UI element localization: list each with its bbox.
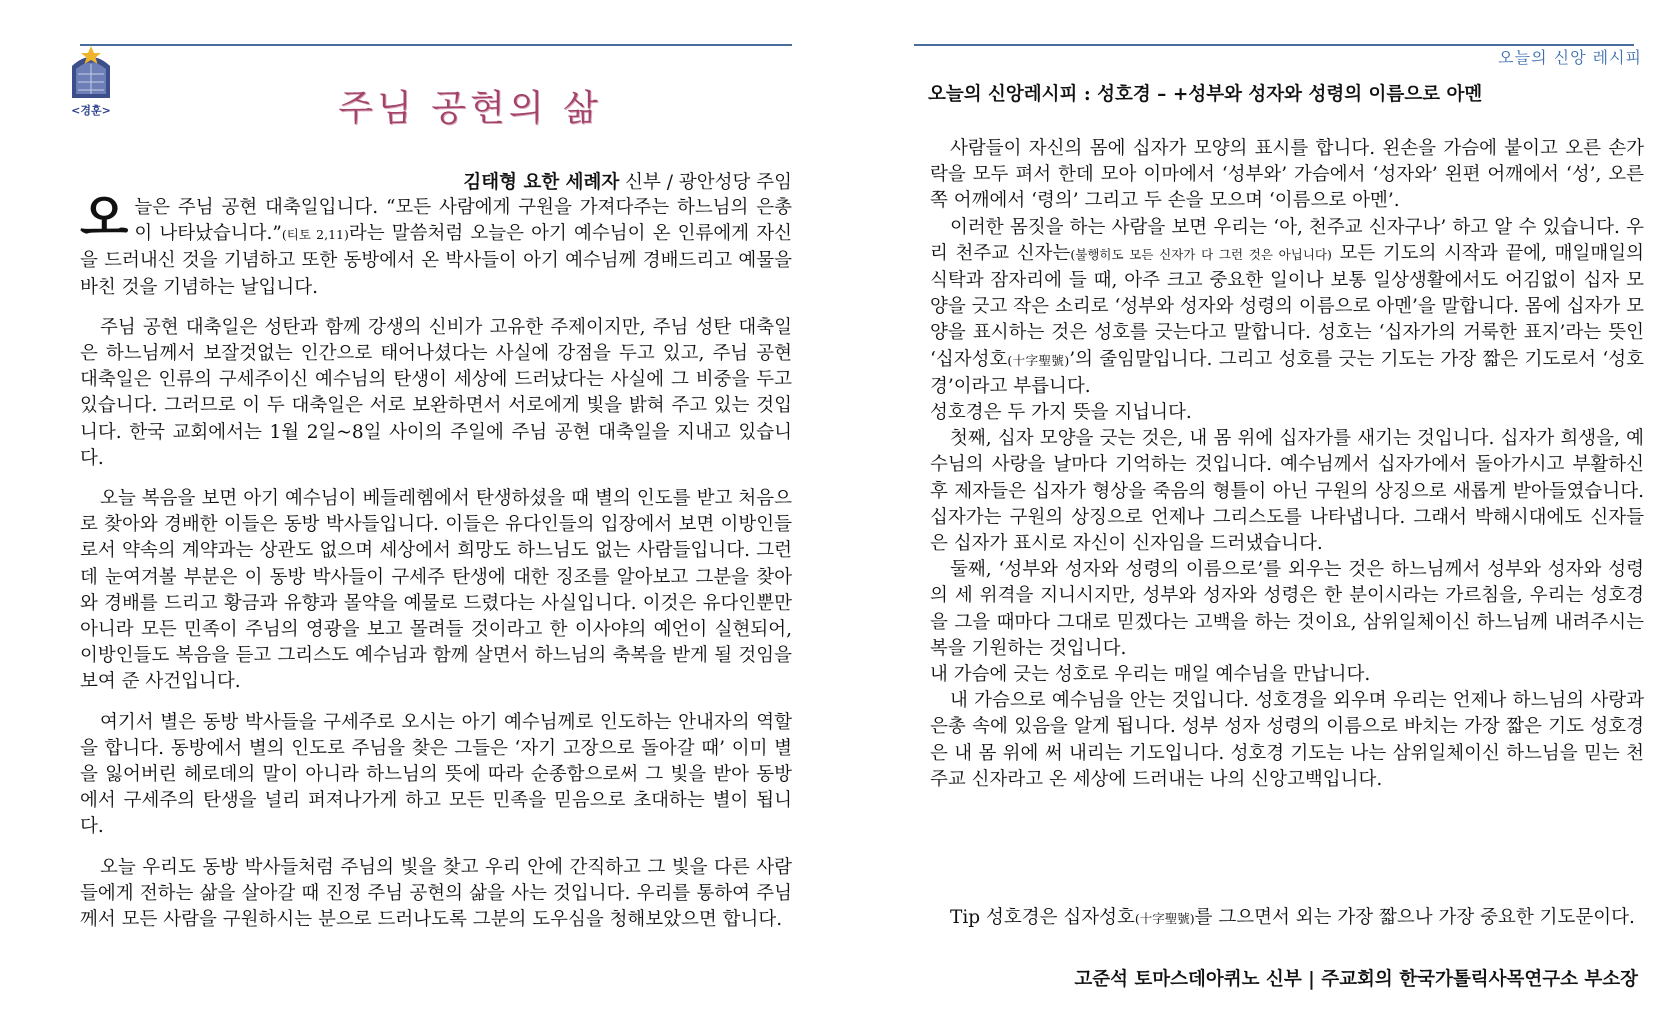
right-page <box>900 0 1680 1020</box>
bible-reference: (티토 2,11) <box>281 227 349 243</box>
page-title: 주님 공현의 삶 <box>338 88 602 129</box>
right-paragraph-3: 성호경은 두 가지 뜻을 지닙니다. <box>930 402 1192 424</box>
right-paragraph-1: 사람들이 자신의 몸에 십자가 모양의 표시를 합니다. 왼손을 가슴에 붙이고 오른 손가락을 모두 펴서 한데 모아 이마에서 ‘성부와’ 가슴에서 ‘성자와’ 왼편 어깨에서 ‘성’, 오른쪽 어깨에서 ‘령의’ 그리고 두 손을 모으며 ‘이름으로 아멘’. <box>930 138 1644 212</box>
article-subtitle: 오늘의 신앙레시피 : 성호경 – +성부와 성자와 성령의 이름으로 아멘 <box>928 84 1483 105</box>
right-paragraph-7: 내 가슴으로 예수님을 안는 것입니다. 성호경을 외우며 우리는 언제나 하느님의 사랑과 은총 속에 있음을 알게 됩니다. 성부 성자 성령의 이름으로 바치는 가장 짧은 기도 성호경은 내 몸 위에 써 내리는 기도입니다. 성호경 기도는 나는 삼위일체이신 하느님을 믿는 천주교 신자라고 온 세상에 드러내는 나의 신앙고백입니다. <box>930 690 1644 790</box>
byline <box>80 168 792 194</box>
paragraph-2: 주님 공현 대축일은 성탄과 함께 강생의 신비가 고유한 주제이지만, 주님 성탄 대축일은 하느님께서 보잘것없는 인간으로 태어나셨다는 사실에 강점을 두고 있고, 주님 공현 대축일은 인류의 구세주이신 예수님의 탄생이 세상에 드러났다는 사실에 그 비중을 두고 있습니다. 그러므로 이 두 대축일은 서로 보완하면서 서로에게 빛을 밝혀 주고 있는 것입니다. 한국 교회에서는 1월 2일~8일 사이의 주일에 주님 공현 대축일을 지내고 있습니다. <box>80 316 792 469</box>
hanja-note: (十字聖號) <box>1007 352 1070 368</box>
drop-cap: 오 <box>80 188 129 247</box>
tip-text-a: Tip 성호경은 십자성호 <box>950 907 1135 928</box>
article-body-right <box>930 136 1644 793</box>
right-paragraph-6: 내 가슴에 긋는 성호로 우리는 매일 예수님을 만납니다. <box>930 664 1371 686</box>
logo-text: <경훈> <box>71 104 111 117</box>
top-rule <box>80 44 792 46</box>
article-body <box>80 188 792 947</box>
right-paragraph-2-c: ’의 줄임말입니다. 그리고 성호를 긋는 기도는 가장 짧은 기도로서 ‘성호경’이라고 부릅니다. <box>930 348 1644 397</box>
star-globe-icon <box>66 44 116 102</box>
paragraph-4: 여기서 별은 동방 박사들을 구세주로 오시는 아기 예수님께로 인도하는 안내자의 역할을 합니다. 동방에서 별의 인도로 주님을 찾은 그들은 ‘자기 고장으로 돌아갈 때’ 이미 별을 잃어버린 헤로데의 말이 아니라 하느님의 뜻에 따라 순종함으로써 그 빛을 받아 동방에서 구세주의 탄생을 널리 퍼져나가게 하고 모든 민족을 믿음으로 초대하는 별이 됩니다. <box>80 711 792 838</box>
author-role: 신부 / 광안성당 주임 <box>625 172 792 193</box>
author-name: 김태형 요한 세례자 <box>463 172 620 193</box>
parish-logo <box>66 44 116 118</box>
right-author: 고준석 토마스데아퀴노 신부 | 주교회의 한국가톨릭사목연구소 부소장 <box>1074 969 1638 990</box>
paragraph-1-text-a: 늘은 주님 공현 대축일입니다. “모든 사람에게 구원을 가져다주는 하느님의 은총이 나타났습니다.” <box>134 197 792 245</box>
paragraph-1-text-b: 라는 말씀처럼 오늘은 아기 예수님이 온 인류에게 자신을 드러내신 것을 기념하고 또한 동방에서 온 박사들이 아기 예수님께 경배드리고 예물을 바친 것을 기념하는 날입니다. <box>80 223 792 298</box>
paragraph-5: 오늘 우리도 동방 박사들처럼 주님의 빛을 찾고 우리 안에 간직하고 그 빛을 다른 사람들에게 전하는 삶을 살아갈 때 진정 주님 공현의 삶을 사는 것입니다. 우리를 통하여 주님께서 모든 사람을 구원하시는 분으로 드러나도록 그분의 도우심을 청해보았으면 합니다. <box>80 856 792 931</box>
paragraph-1 <box>80 188 792 301</box>
tip-text-b: 를 그으면서 외는 가장 짧으나 가장 중요한 기도문이다. <box>1194 907 1635 928</box>
right-paragraph-2 <box>930 215 1644 400</box>
right-paragraph-2-note: (불행히도 모든 신자가 다 그런 것은 아닙니다) <box>1070 246 1332 262</box>
tip-note <box>950 903 1650 929</box>
section-label: 오늘의 신앙 레시피 <box>1498 48 1642 67</box>
left-page <box>0 0 800 1020</box>
right-paragraph-4: 첫째, 십자 모양을 긋는 것은, 내 몸 위에 십자가를 새기는 것입니다. 십자가 희생을, 예수님의 사랑을 날마다 기억하는 것입니다. 예수님께서 십자가에서 돌아가시고 부활하신 후 제자들은 십자가 형상을 죽음의 형틀이 아닌 구원의 상징으로 새롭게 받아들였습니다. 십자가는 구원의 상징으로 언제나 그리스도를 나타냅니다. 그래서 박해시대에도 신자들은 십자가 표시로 자신이 신자임을 드러냈습니다. <box>930 428 1644 555</box>
right-paragraph-5: 둘째, ‘성부와 성자와 성령의 이름으로’를 외우는 것은 하느님께서 성부와 성자와 성령의 세 위격을 지니시지만, 성부와 성자와 성령은 한 분이시라는 가르침을, 우리는 성호경을 그을 때마다 그대로 믿겠다는 고백을 하는 것이요, 삼위일체이신 하느님께 내려주시는 복을 기원하는 것입니다. <box>930 559 1644 659</box>
right-paragraph-2-b: 모든 기도의 시작과 끝에, 매일매일의 식탁과 잠자리에 들 때, 아주 크고 중요한 일이나 보통 일상생활에서도 어김없이 십자 모양을 긋고 작은 소리로 ‘성부와 성자와 성령의 이름으로 아멘’을 말합니다. 몸에 십자가 모양을 표시하는 것은 성호를 긋는다고 말합니다. 성호는 ‘십자가의 거룩한 표지’라는 뜻인 ‘십자성호 <box>930 242 1644 370</box>
tip-hanja: (十字聖號) <box>1134 911 1195 926</box>
right-paragraph-2-a: 이러한 몸짓을 하는 사람을 보면 우리는 ‘아, 천주교 신자구나’ 하고 알 수 있습니다. 우리 천주교 신자는 <box>930 216 1644 264</box>
paragraph-3: 오늘 복음을 보면 아기 예수님이 베들레헴에서 탄생하셨을 때 별의 인도를 받고 처음으로 찾아와 경배한 이들은 동방 박사들입니다. 이들은 유다인들의 입장에서 보면 이방인들로서 약속의 계약과는 상관도 없으며 세상에서 희망도 하느님도 없는 사람들입니다. 그런데 눈여겨볼 부분은 이 동방 박사들이 구세주 탄생에 대한 징조를 알아보고 그분을 찾아와 경배를 드리고 황금과 유향과 몰약을 예물로 드렸다는 사실입니다. 이것은 유다인뿐만 아니라 모든 민족이 주님의 영광을 보고 몰려들 것이라고 한 이사야의 예언이 실현되어, 이방인들도 복음을 듣고 그리스도 예수님과 함께 살면서 하느님의 축복을 받게 될 것임을 보여 준 사건입니다. <box>80 488 792 693</box>
